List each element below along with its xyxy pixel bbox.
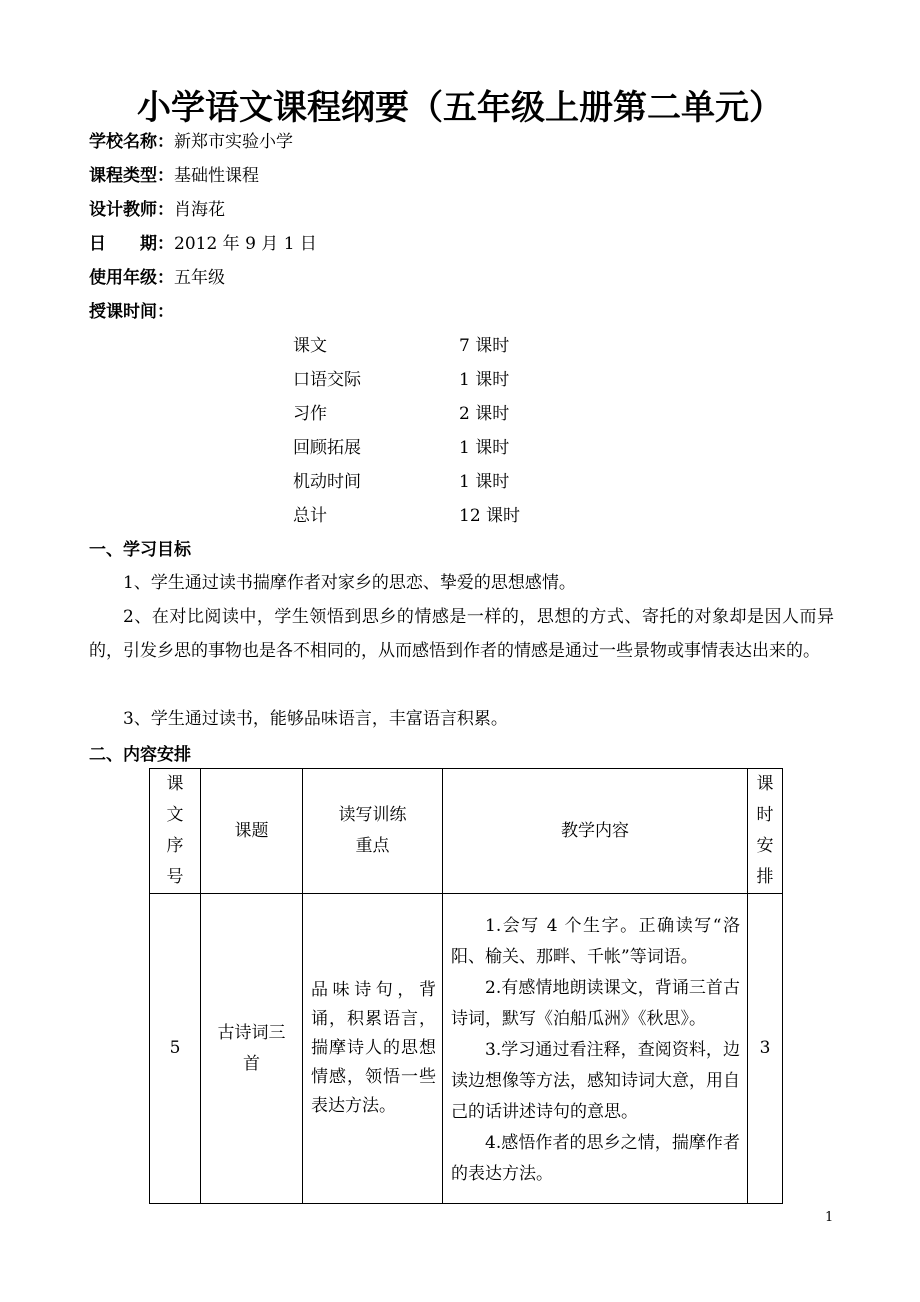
meta-course-type xyxy=(89,164,259,188)
schedule-list xyxy=(293,334,613,538)
goal-item-3: 3、学生通过读书，能够品味语言，丰富语言积累。 xyxy=(123,709,508,729)
schedule-name: 回顾拓展 xyxy=(293,438,361,458)
schedule-hours: 7 课时 xyxy=(459,336,510,356)
content-item: 4.感悟作者的思乡之情，揣摩作者的表达方法。 xyxy=(451,1133,740,1184)
goal-item-1: 1、学生通过读书揣摩作者对家乡的思恋、挚爱的思想感情。 xyxy=(123,573,576,593)
table-row xyxy=(150,894,783,1204)
meta-key: 授课时间： xyxy=(89,302,174,322)
schedule-row xyxy=(293,470,613,504)
schedule-hours: 1 课时 xyxy=(459,438,510,458)
row-content xyxy=(443,894,748,1204)
schedule-name: 习作 xyxy=(293,404,327,424)
meta-value: 基础性课程 xyxy=(174,166,259,186)
row-focus: 品味诗句，背诵，积累语言，揣摩诗人的思想情感，领悟一些表达方法。 xyxy=(303,894,443,1204)
schedule-hours: 1 课时 xyxy=(459,472,510,492)
header-lesson-no: 课文序号 xyxy=(150,769,201,894)
meta-value: 五年级 xyxy=(174,268,225,288)
schedule-row xyxy=(293,334,613,368)
meta-grade xyxy=(89,266,225,290)
content-item: 3.学习通过看注释，查阅资料，边读边想像等方法，感知诗词大意，用自己的话讲述诗句的意思。 xyxy=(451,1040,740,1122)
schedule-row xyxy=(293,368,613,402)
row-hours: 3 xyxy=(748,894,783,1204)
meta-key: 课程类型： xyxy=(89,166,174,186)
table-header-row xyxy=(150,769,783,894)
meta-key: 日 期： xyxy=(89,234,174,254)
meta-teaching-time xyxy=(89,300,174,324)
row-topic: 古诗词三首 xyxy=(201,894,303,1204)
meta-key: 设计教师： xyxy=(89,200,174,220)
schedule-row xyxy=(293,504,613,538)
schedule-hours: 2 课时 xyxy=(459,404,510,424)
schedule-name: 总计 xyxy=(293,506,327,526)
goal-item-2: 2、在对比阅读中，学生领悟到思乡的情感是一样的，思想的方式、寄托的对象却是因人而异的，引发乡思的事物也是各不相同的，从而感悟到作者的情感是通过一些景物或事情表达出来的。 xyxy=(89,607,834,661)
header-focus-line1: 读写训练 xyxy=(338,805,407,825)
schedule-row xyxy=(293,436,613,470)
page-number: 1 xyxy=(825,1210,834,1225)
meta-key: 使用年级： xyxy=(89,268,174,288)
meta-school xyxy=(89,130,293,154)
row-lesson-no: 5 xyxy=(150,894,201,1204)
content-item: 1.会写 4 个生字。正确读写“洛阳、榆关、那畔、千帐”等词语。 xyxy=(451,916,740,967)
header-focus-line2: 重点 xyxy=(355,836,390,856)
header-topic: 课题 xyxy=(201,769,303,894)
meta-value: 新郑市实验小学 xyxy=(174,132,293,152)
header-hours: 课时安排 xyxy=(748,769,783,894)
document-title: 小学语文课程纲要（五年级上册第二单元） xyxy=(137,88,783,128)
schedule-name: 课文 xyxy=(293,336,327,356)
schedule-row xyxy=(293,402,613,436)
header-content: 教学内容 xyxy=(443,769,748,894)
section-heading-content: 二、内容安排 xyxy=(89,745,191,765)
content-item: 2.有感情地朗读课文，背诵三首古诗词，默写《泊船瓜洲》《秋思》。 xyxy=(451,978,740,1029)
meta-date xyxy=(89,232,317,256)
meta-value: 2012 年 9 月 1 日 xyxy=(174,234,317,254)
schedule-hours: 1 课时 xyxy=(459,370,510,390)
schedule-name: 口语交际 xyxy=(293,370,361,390)
meta-key: 学校名称： xyxy=(89,132,174,152)
content-table xyxy=(149,768,783,1204)
content-list xyxy=(443,905,747,1192)
section-heading-goals: 一、学习目标 xyxy=(89,540,191,560)
schedule-hours: 12 课时 xyxy=(459,506,521,526)
meta-teacher xyxy=(89,198,225,222)
header-focus xyxy=(303,769,443,894)
meta-value: 肖海花 xyxy=(174,200,225,220)
schedule-name: 机动时间 xyxy=(293,472,361,492)
